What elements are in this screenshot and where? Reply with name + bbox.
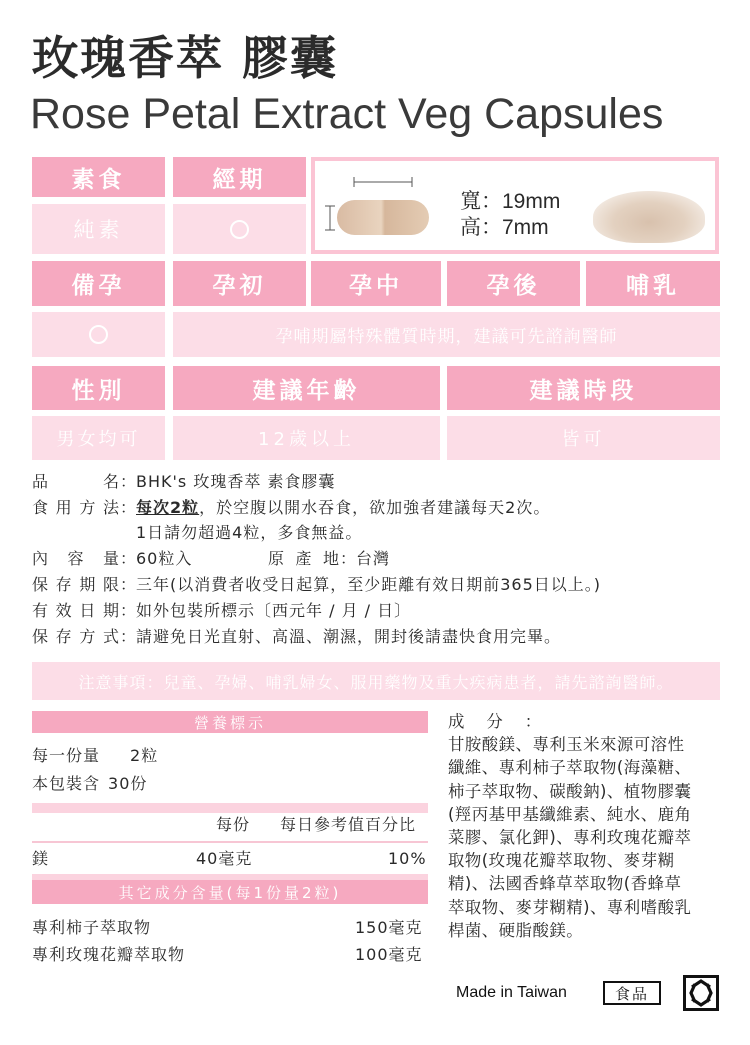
ingredients-line: 柿子萃取物、碳酸鈉)、植物膠囊 — [448, 781, 692, 801]
time-value: 皆可 — [447, 416, 720, 460]
pregnancy-header-mid: 孕中 — [311, 261, 441, 306]
period-value — [173, 204, 306, 254]
ingredients-line: 桿菌、硬脂酸鎂。 — [448, 920, 584, 940]
info-expiry-key: 有效日期 — [32, 601, 120, 620]
serving-label: 每一份量 — [32, 746, 101, 765]
pregnancy-value — [32, 312, 165, 357]
product-title-en: Rose Petal Extract Veg Capsules — [30, 90, 664, 138]
info-name-key: 品名 — [32, 472, 120, 491]
capsule-size-box — [311, 157, 719, 254]
nutrition-divider — [32, 841, 428, 843]
col-per-serving: 每份 — [216, 815, 251, 834]
info-storage-row: 保存方式：請避免日光直射、高溫、潮濕，開封後請盡快食用完畢。 — [32, 625, 561, 649]
ingredients-block — [448, 710, 726, 942]
other-ingredient-name: 專利玫瑰花瓣萃取物 — [32, 945, 186, 964]
ingredients-line: 菜膠、氯化鉀)、專利玫瑰花瓣萃 — [448, 828, 692, 848]
ingredients-line: 精)、法國香蜂草萃取物(香蜂草 — [448, 874, 682, 894]
made-in-taiwan: Made in Taiwan — [456, 984, 567, 1001]
info-name-row: 品名：BHK's 玫瑰香萃 素食膠囊 — [32, 470, 335, 494]
info-content-key: 內容量 — [32, 549, 120, 568]
height-ruler-icon — [325, 205, 335, 231]
serving-row — [32, 745, 158, 767]
ingredients-line: 取物(玫瑰花瓣萃取物、麥芽糊 — [448, 851, 675, 871]
info-content-value: 60粒入 — [136, 549, 193, 568]
ingredients-title: 成分： — [448, 712, 564, 731]
pregnancy-header-prep: 備孕 — [32, 261, 165, 306]
pregnancy-header-nursing: 哺乳 — [586, 261, 720, 306]
diet-value: 純素 — [32, 204, 165, 254]
gender-value: 男女均可 — [32, 416, 165, 460]
other-ingredient-name: 專利柿子萃取物 — [32, 918, 152, 937]
info-storage-key: 保存方式 — [32, 627, 120, 646]
info-usage-dose: 每次2粒 — [136, 498, 200, 517]
info-name-value: BHK's 玫瑰香萃 素食膠囊 — [136, 472, 336, 491]
other-ingredient-amount: 150毫克 — [355, 918, 423, 937]
age-header: 建議年齡 — [173, 366, 440, 410]
age-value: 12歲以上 — [173, 416, 440, 460]
info-usage-line2: 1日請勿超過4粒，多食無益。 — [136, 523, 363, 542]
capsule-image — [337, 200, 429, 235]
notice-banner: 注意事項：兒童、孕婦、哺乳婦女、服用藥物及重大疾病患者，請先諮詢醫師。 — [32, 662, 720, 700]
servings-value: 30份 — [108, 774, 148, 793]
period-header: 經期 — [173, 157, 306, 197]
nutrient-amount: 40毫克 — [196, 849, 253, 868]
ingredients-line: 萃取物、麥芽糊精)、專利嗜酸乳 — [448, 897, 692, 917]
circle-mark-icon — [89, 325, 108, 344]
info-origin-key: 原產地 — [268, 549, 340, 568]
info-usage-row: 食用方法：每次2粒，於空腹以開水吞食，欲加強者建議每天2次。 — [32, 496, 550, 520]
ingredients-line: 甘胺酸鎂、專利玉米來源可溶性 — [448, 735, 685, 755]
other-ingredients-title: 其它成分含量(每1份量2粒) — [32, 880, 428, 904]
circle-mark-icon — [230, 220, 249, 239]
info-origin-value: 台灣 — [356, 549, 391, 568]
nutrient-name: 鎂 — [32, 849, 50, 868]
info-shelf-value: 三年(以消費者收受日起算，至少距離有效日期前365日以上。) — [136, 575, 602, 594]
ingredients-line: 纖維、專利柿子萃取物(海藻糖、 — [448, 758, 692, 778]
capsule-dimensions — [460, 189, 560, 241]
capsule-height: 高：7mm — [460, 216, 549, 239]
pregnancy-note: 孕哺期屬特殊體質時期，建議可先諮詢醫師 — [173, 312, 720, 357]
nutrition-title: 營養標示 — [32, 711, 428, 733]
recycle-icon — [683, 975, 719, 1011]
width-ruler-icon — [353, 177, 413, 187]
info-expiry-value: 如外包裝所標示〔西元年 / 月 / 日〕 — [136, 601, 412, 620]
info-usage-key: 食用方法 — [32, 498, 120, 517]
nutrient-percent: 10% — [388, 849, 427, 868]
gender-header: 性別 — [32, 366, 165, 410]
col-daily-value: 每日參考值百分比 — [280, 815, 417, 834]
diet-header: 素食 — [32, 157, 165, 197]
info-expiry-row: 有效日期：如外包裝所標示〔西元年 / 月 / 日〕 — [32, 599, 411, 623]
info-usage-text: ，於空腹以開水吞食，欲加強者建議每天2次。 — [199, 498, 551, 517]
info-shelf-row: 保存期限：三年(以消費者收受日起算，至少距離有效日期前365日以上。) — [32, 573, 601, 597]
food-label-badge: 食品 — [603, 981, 661, 1005]
product-title-zh: 玫瑰香萃 膠囊 — [32, 31, 339, 85]
servings-label: 本包裝含 — [32, 774, 101, 793]
serving-value: 2粒 — [130, 746, 159, 765]
ingredients-line: (羥丙基甲基纖維素、純水、鹿角 — [448, 804, 692, 824]
servings-row — [32, 773, 147, 795]
powder-image — [593, 191, 705, 243]
info-shelf-key: 保存期限 — [32, 575, 120, 594]
info-content-row: 內容量：60粒入 原產地：台灣 — [32, 547, 390, 571]
pregnancy-header-late: 孕後 — [447, 261, 580, 306]
time-header: 建議時段 — [447, 366, 720, 410]
nutrition-divider-thick — [32, 803, 428, 813]
pregnancy-header-early: 孕初 — [173, 261, 306, 306]
other-ingredient-amount: 100毫克 — [355, 945, 423, 964]
capsule-width: 寬：19mm — [460, 190, 561, 213]
info-storage-value: 請避免日光直射、高溫、潮濕，開封後請盡快食用完畢。 — [136, 627, 562, 646]
